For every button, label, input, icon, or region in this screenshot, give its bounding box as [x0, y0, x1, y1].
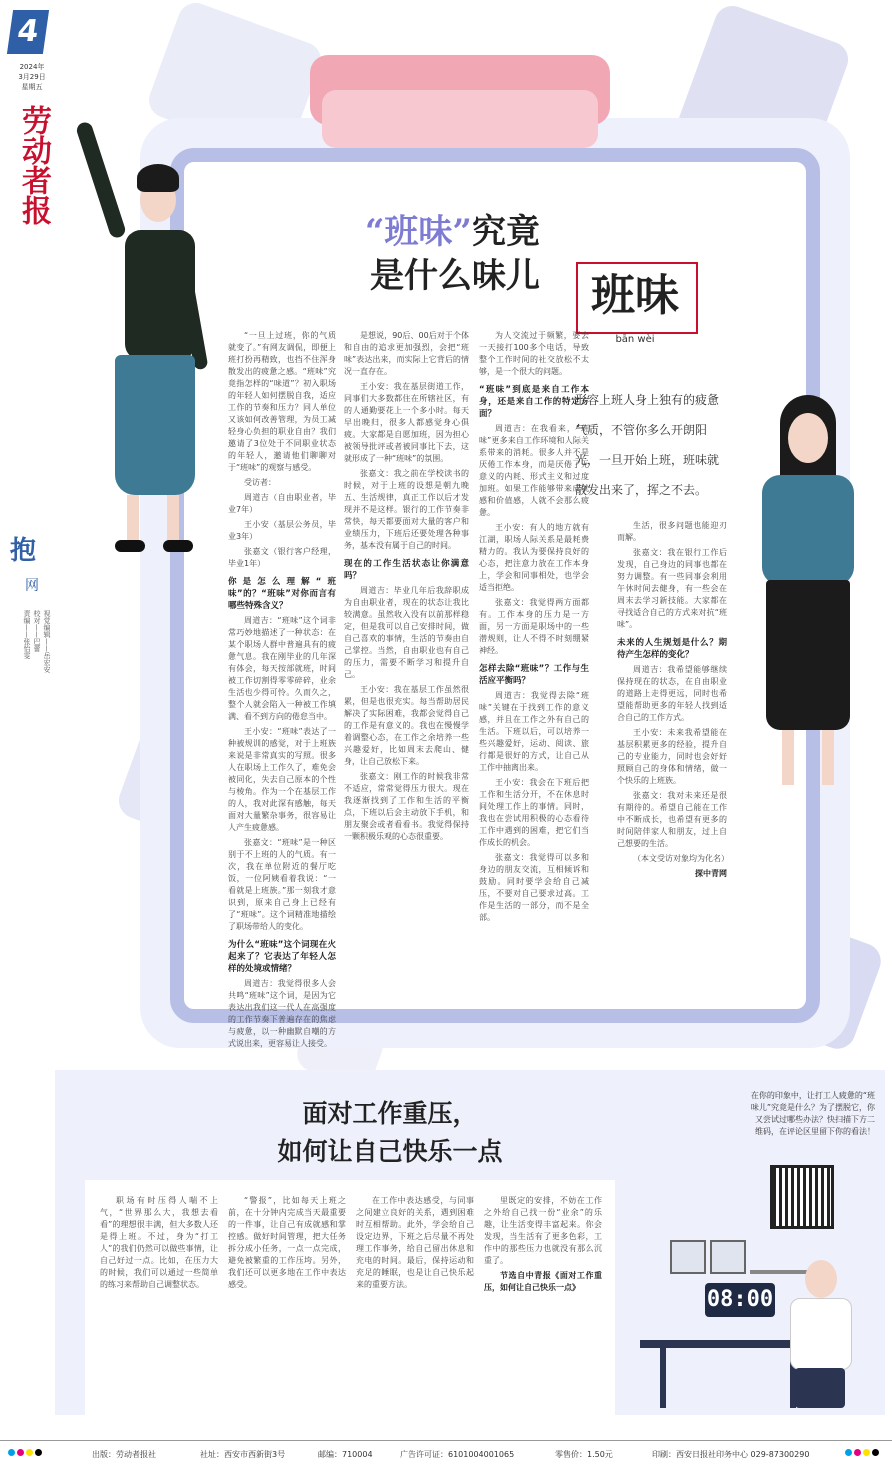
newspaper-logo: 劳动者报 [16, 105, 51, 225]
bottom-article-title [230, 1095, 550, 1171]
article-paragraph: 周道吉：毕业几年后我辞职成为自由职业者，现在的状态让我比较满意。虽然收入没有以前那样稳定，但是我可以自己安排时间，做自己喜欢的事情，生活的节奏由自己掌控。当然，自由职业也有自己的压力，需要不断学习和提升自己。 [344, 586, 469, 679]
interview-question: 为什么“班味”这个词现在火起来了？它表达了年轻人怎样的处境或情绪？ [228, 940, 336, 974]
credit-visual-editor: 视觉编辑——岳宏安 [43, 610, 51, 673]
term-word: 班味 [591, 270, 679, 321]
qr-invitation-text: 在你的印象中，让打工人疲惫的“班味儿”究竟是什么？为了摆脱它，你又尝试过哪些办法？快扫描下方二维码，在评论区里留下你的看法！ [750, 1091, 875, 1136]
title-line-2: 是什么味儿 [370, 256, 540, 296]
footer-address: 社址：西安市西新街3号 [200, 1450, 286, 1459]
article-paragraph: 是想说，90后、00后对于个体和自由的追求更加强烈，会把“班味”表达出来，而实际上它背后的情况一直存在。 [344, 331, 469, 376]
article-paragraph: （本文受访对象均为化名） [633, 854, 729, 863]
color-registration-marks [8, 1449, 44, 1458]
bottom-column-2 [228, 1195, 346, 1405]
bottom-source-note: 节选自中青报《面对工作重压，如何让自己快乐一点》 [484, 1271, 602, 1292]
editor-credits [12, 610, 52, 690]
article-title [240, 210, 540, 298]
bottom-paragraph: “警报”，比如每天上班之前，在十分钟内完成当天最重要的一件事，让自己有成就感和掌控感。做好时间管理，把大任务拆分成小任务，一点一点完成，避免被繁重的工作压垮。另外，我们还可以更多地在工作中表达感受。 [228, 1196, 346, 1289]
article-paragraph: 周道吉：我觉得很多人会共鸣“班味”这个词，是因为它表达出我们这一代人在高强度的工作节奏下普遍存在的焦虑与疲惫，以一种幽默自嘲的方式说出来，更容易让人接受。 [228, 979, 336, 1048]
footer-license: 广告许可证：6101004001065 [400, 1450, 515, 1459]
article-paragraph: 为人交流过于频繁，要去一天接打100多个电话，导致整个工作时间的社交放松不太够，是一个很大的问题。 [479, 331, 589, 376]
article-paragraph: 张嘉文：我之前在学校读书的时候，对于上班的设想是朝九晚五、生活规律，真正工作以后才发现并不是这样。银行的工作节奏非常快，每天都要面对大量的客户和业绩压力，下班后还要处理各种事务，基本没有属于自己的时间。 [344, 469, 469, 550]
section-title: 抱 [10, 536, 37, 566]
term-pinyin: bān wèi [615, 334, 655, 345]
article-column-1 [228, 330, 336, 1048]
interview-question: 现在的工作生活状态让你满意吗？ [344, 559, 469, 581]
term-definition: 形容上班人身上独有的疲惫气质，不管你多么开朗阳光，一旦开始上班，班味就散发出来了，挥之不去。 [575, 393, 720, 497]
bottom-column-1 [100, 1195, 218, 1405]
footer-publisher: 出版：劳动者报社 [92, 1450, 156, 1459]
illustration-office-desk [630, 1230, 880, 1410]
article-paragraph: 周道吉：我觉得去除“班味”关键在于找到工作的意义感，并且在工作之外有自己的生活。下班以后，可以培养一些兴趣爱好，运动、阅读、旅行都是很好的方式，让自己从工作中抽离出来。 [479, 691, 589, 772]
article-paragraph: 王小安（基层公务员，毕业3年） [228, 520, 336, 541]
article-paragraph: 王小安：未来我希望能在基层积累更多的经验，提升自己的专业能力，同时也会好好照顾自己的身体和情绪，做一个快乐的上班族。 [617, 728, 727, 785]
clipboard-clip-inner [322, 90, 598, 148]
article-column-2 [344, 330, 469, 1000]
bottom-column-3 [356, 1195, 474, 1405]
interview-question: 未来的人生规划是什么？期待产生怎样的变化？ [617, 638, 727, 660]
article-column-3 [479, 330, 589, 1000]
article-column-4 [617, 520, 727, 1000]
article-paragraph: 张嘉文：我觉得两方面都有。工作本身的压力是一方面，另一方面是职场中的一些潜规则，让人不得不时刻绷紧神经。 [479, 598, 589, 655]
footer-price: 零售价：1.50元 [555, 1450, 613, 1459]
footer-printer: 印刷：西安日报社印务中心 029-87300290 [652, 1450, 810, 1459]
article-paragraph: 周道吉：在我看来，“班味”更多来自工作环境和人际关系带来的消耗。很多人并不是厌倦工作本身，而是厌倦了无意义的内耗、形式主义和过度加班。如果工作能够带来成就感和价值感，人就不会那么疲惫。 [479, 424, 589, 517]
credit-editor: 责编——张怡雯 [23, 610, 31, 659]
article-paragraph: 受访者： [244, 478, 276, 487]
qr-code-icon[interactable] [770, 1165, 834, 1229]
title-line-1 [240, 210, 540, 254]
illustration-standing-woman [740, 395, 870, 805]
footer-postcode: 邮编：710004 [318, 1450, 373, 1459]
article-paragraph: 王小安：“班味”表达了一种被规训的感觉，对于上班族来说是非常真实的写照。很多人在职场上工作久了，难免会被同化，失去自己原本的个性与棱角。作为一个在基层工作的人，我对此深有感触，每天面对大量繁杂事务，很容易让人产生疲惫感。 [228, 727, 336, 832]
article-paragraph: 生活，很多问题也能迎刃而解。 [617, 521, 727, 542]
date-weekday: 星期五 [21, 83, 43, 91]
article-paragraph: 周道吉（自由职业者，毕业7年） [228, 493, 336, 514]
article-paragraph: 张嘉文：我对未来还是很有期待的。希望自己能在工作中不断成长，也希望有更多的时间陪伴家人和朋友，过上自己想要的生活。 [617, 791, 727, 848]
article-paragraph: 张嘉文：我觉得可以多和身边的朋友交流，互相倾诉和鼓励。同时要学会给自己减压，不要对自己要求过高。工作是生活的一部分，而不是全部。 [479, 853, 589, 922]
color-registration-marks [845, 1449, 881, 1458]
date-day: 3月29日 [18, 73, 46, 81]
bottom-column-4 [484, 1195, 602, 1405]
bottom-paragraph: 职场有时压得人喘不上气，“世界那么大，我想去看看”的理想很丰满，但大多数人还是得上班。不过，身为“打工人”的我们仍然可以做些事情，让自己好过一点。比如，在压力大的时候，我们可以通过一些简单的练习来帮助自己调整状态。 [100, 1196, 218, 1289]
author-signature: 探中青网 [695, 869, 727, 878]
article-paragraph: 周道吉：我希望能够继续保持现在的状态，在自由职业的道路上走得更远，同时也希望能帮助更多的年轻人找到适合自己的工作方式。 [617, 665, 727, 722]
page-footer [0, 1440, 892, 1470]
bottom-title-line-1: 面对工作重压， [302, 1099, 478, 1128]
credit-proofreader: 校对——巴蕾 [33, 610, 41, 652]
page-number: 4 [7, 10, 49, 54]
article-paragraph: 张嘉文：“班味”是一种区别于不上班的人的气质。有一次，我在单位附近的餐厅吃饭，一位阿姨看着我说：“一看就是上班族。”那一刻我才意识到，原来自己身上已经有了“班味”。这个词精准地描绘了职场带给人的变化。 [228, 838, 336, 931]
bottom-paragraph: 在工作中表达感受，与同事之间建立良好的关系，遇到困难时互相帮助。此外，学会给自己设定边界，下班之后尽量不再处理工作事务，给自己留出休息和充电的时间。最后，保持运动和充足的睡眠，也是让自己快乐起来的重要方法。 [356, 1196, 474, 1289]
section-subtitle: 网 [25, 578, 39, 594]
bottom-title-line-2: 如何让自己快乐一点 [277, 1137, 503, 1166]
article-paragraph: “一旦上过班，你的气质就变了。”有网友调侃，即便上班打扮再精致，也挡不住浑身散发出的疲惫之感。“班味”究竟指怎样的“味道”？初入职场的年轻人如何摆脱自我，适应工作的节奏和压力？同人单位又该如何改善管理，为员工减轻身心负担的职业自由？我们邀请了3位处于不同职业状态的年轻人，邀请他们聊聊对于“班味”的观察与感受。 [228, 331, 336, 472]
interview-question: 你是怎么理解“班味”的？“班味”对你而言有哪些特殊含义？ [228, 577, 336, 611]
interview-question: 怎样去除“班味”？工作与生活应平衡吗？ [479, 664, 589, 686]
article-paragraph: 张嘉文（银行客户经理，毕业1年） [228, 547, 336, 568]
interview-question: “班味”到底是来自工作本身，还是来自工作的特定方面？ [479, 385, 589, 419]
bottom-paragraph: 里既定的安排，不妨在工作之外给自己找一份“业余”的乐趣，让生活变得丰富起来。你会发现，当生活有了更多色彩，工作中的那些压力也就没有那么沉重了。 [484, 1196, 602, 1265]
clock-display: 08:00 [705, 1283, 775, 1317]
date-year: 2024年 [19, 63, 45, 71]
article-paragraph: 张嘉文：我在银行工作后发现，自己身边的同事也都在努力调整。有一些同事会利用午休时间去健身，有一些会在周末去学习新技能。大家都在寻找适合自己的方式来对抗“班味”。 [617, 548, 727, 629]
article-paragraph: 王小安：有人的地方就有江湖，职场人际关系是最耗费精力的。我认为要保持良好的心态，把注意力放在工作本身上，学会和同事相处，也学会适当拒绝。 [479, 523, 589, 592]
title-quoted-term: “班味” [364, 212, 472, 252]
article-paragraph: 王小安：我会在下班后把工作和生活分开，不在休息时间处理工作上的事情。同时，我也在尝试用积极的心态看待工作中遇到的困难，把它们当作成长的机会。 [479, 778, 589, 847]
issue-date [10, 62, 54, 92]
title-line-1-rest: 究竟 [472, 212, 540, 252]
article-paragraph: 周道吉：“班味”这个词非常巧妙地描述了一种状态：在某个职场人群中普遍具有的疲惫气息。我在刚毕业的几年深有体会，每天按部就班，时间被工作切割得零零碎碎，业余生活也少得可怜。久而久之，整个人就会陷入一种被工作填满、看不到方向的倦怠当中。 [228, 616, 336, 721]
article-paragraph: 王小安：我在基层街道工作，同事们大多数都住在所辖社区，有的人通勤要花上一个多小时。每天早出晚归，很多人都感觉身心俱疲。大家都是自愿加班，因为担心被领导批评或者被同事比下去，这就形成了一种“班味”的氛围。 [344, 382, 469, 463]
illustration-cheering-woman [85, 100, 225, 560]
article-paragraph: 张嘉文：刚工作的时候我非常不适应，常常觉得压力很大。现在我逐渐找到了工作和生活的平衡点，下班以后会主动放下手机，和朋友聚会或者看看书。我觉得保持一颗积极乐观的心态很重要。 [344, 772, 469, 841]
article-paragraph: 王小安：我在基层工作虽然很累，但是也很充实。每当帮助居民解决了实际困难，我都会觉得自己的工作是有意义的。我也在慢慢学着调整心态，在工作之余培养一些兴趣爱好，比如周末去爬山、健身，让自己放松下来。 [344, 685, 469, 766]
